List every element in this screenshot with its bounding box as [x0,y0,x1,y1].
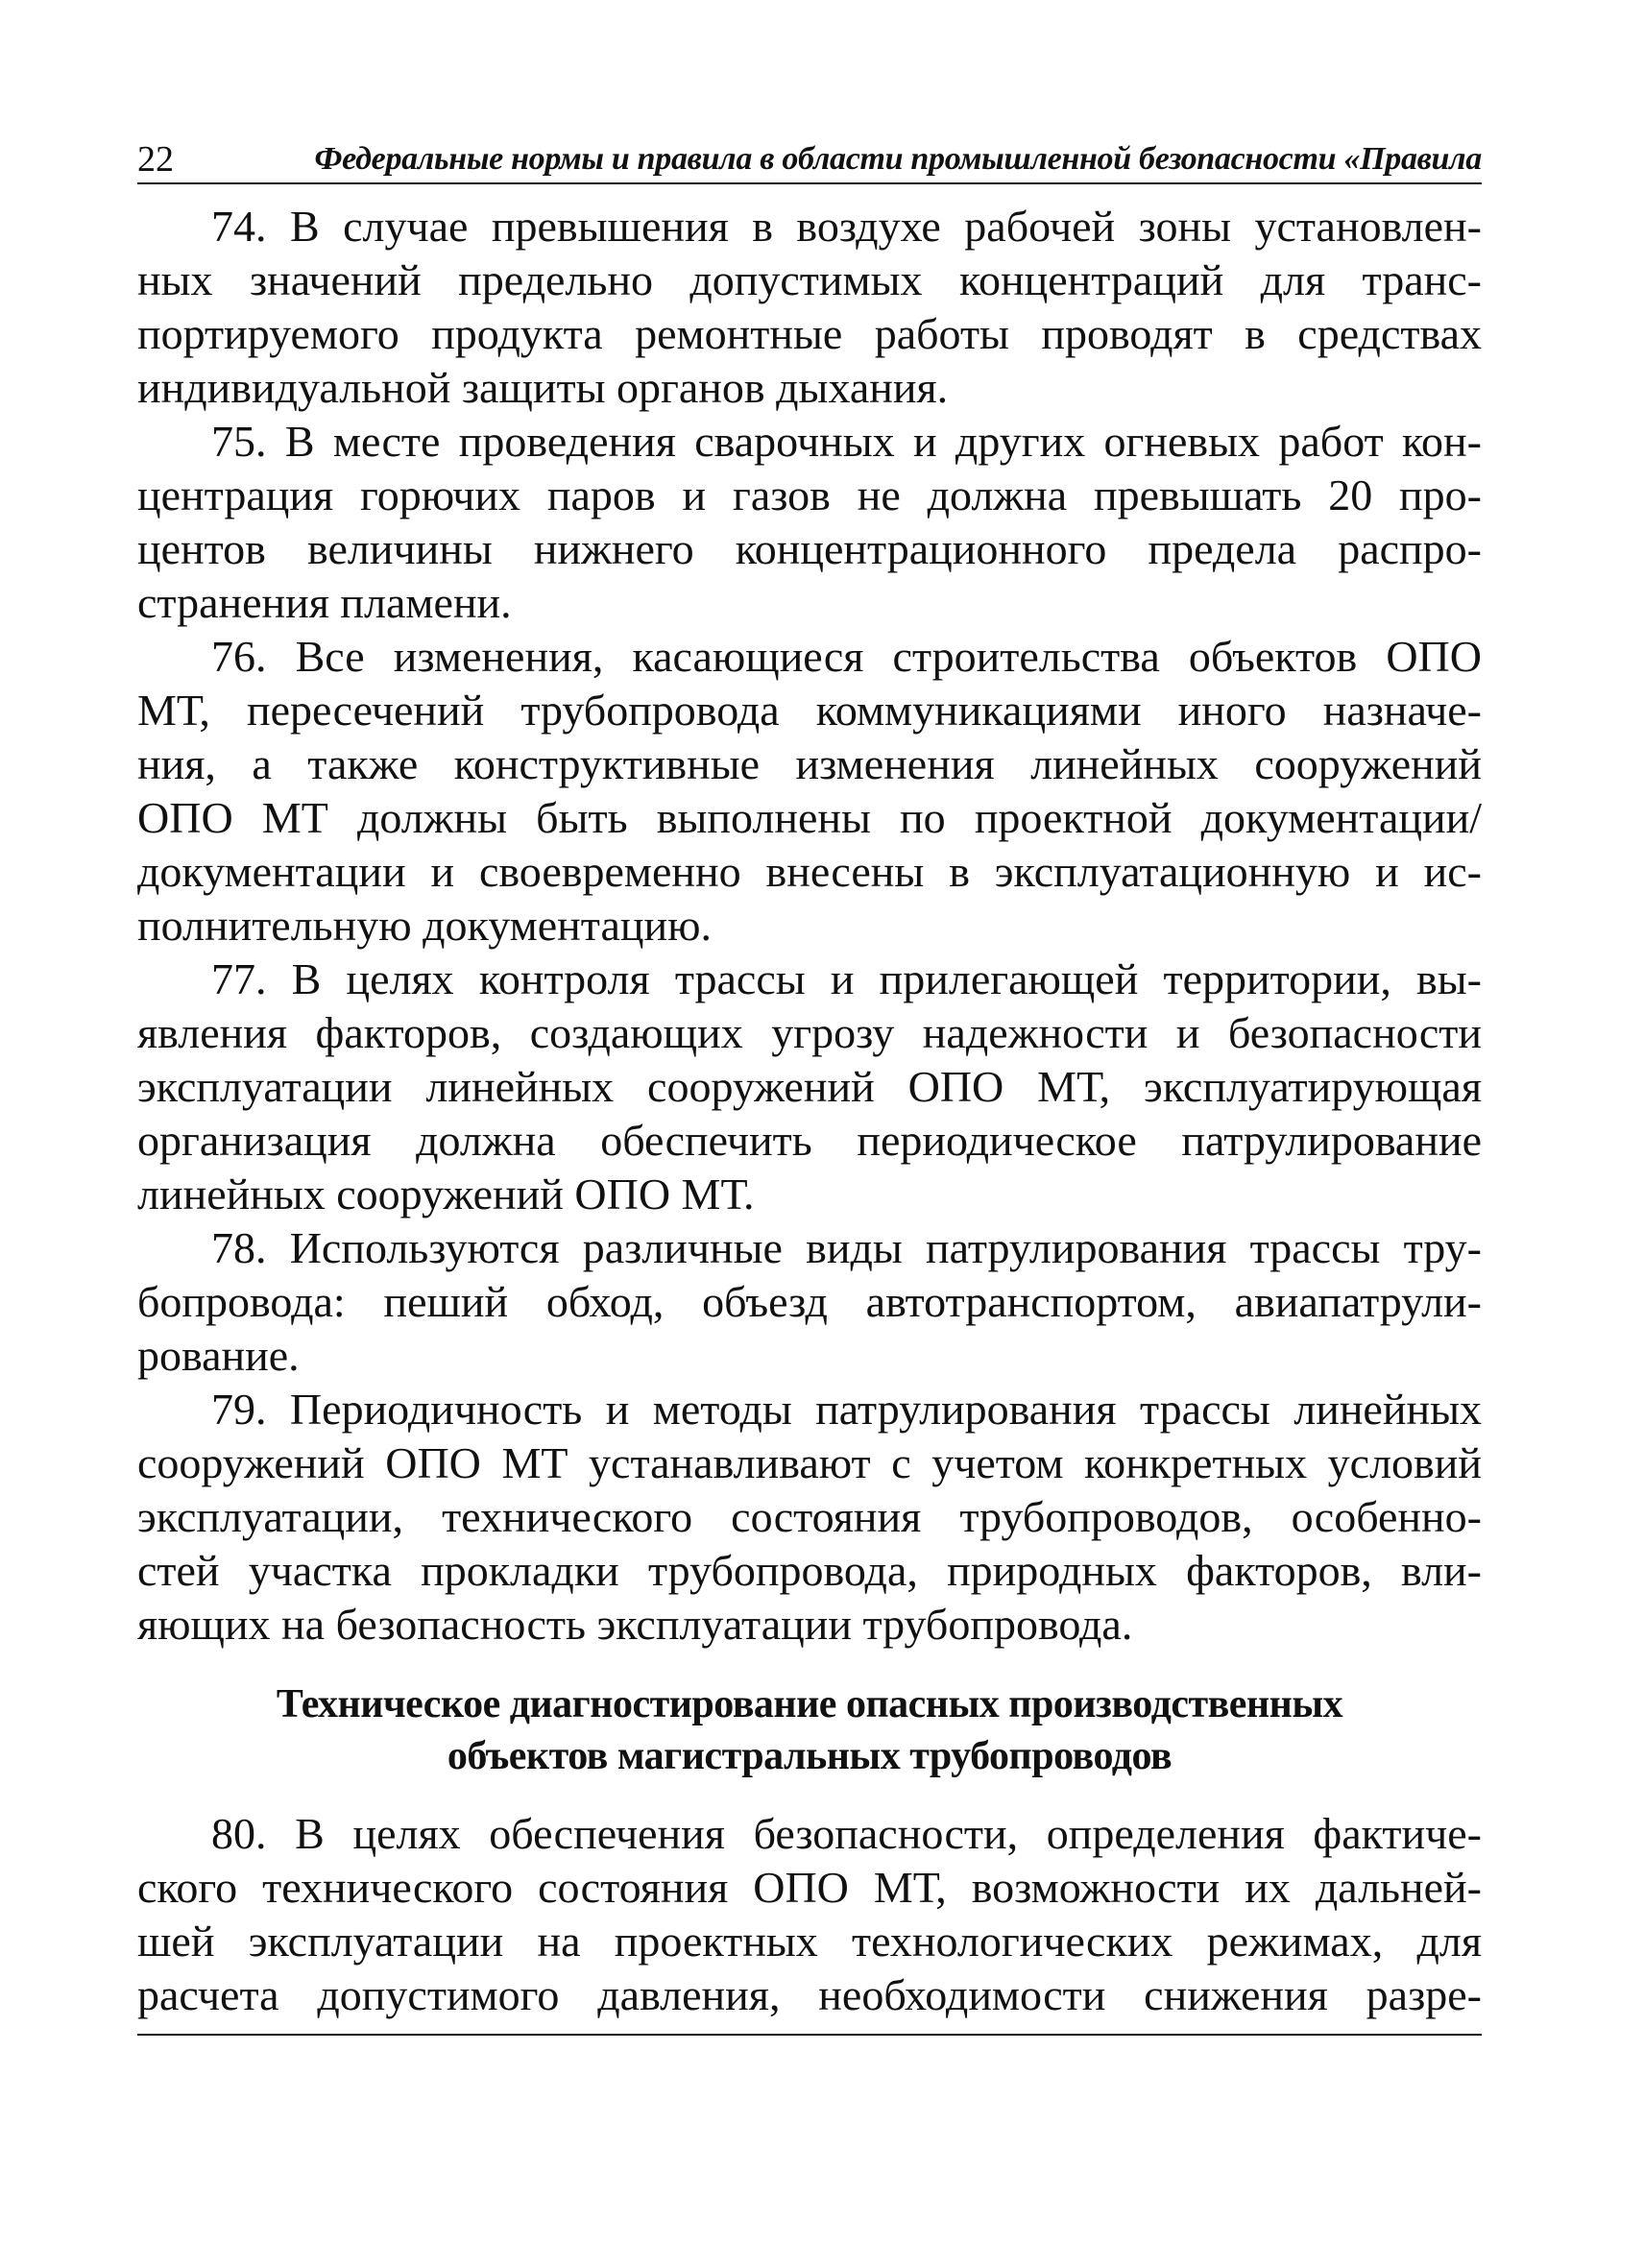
paragraph-79 [137,1383,1482,1652]
running-title: Федеральные нормы и правила в области промышленной безопасности «Правила [314,141,1482,177]
text-line: ского технического состояния ОПО МТ, возможности их дальней- [137,1863,1482,1912]
text-line: стей участка прокладки трубопровода, природных факторов, вли- [137,1546,1482,1595]
text-line: 77. В целях контроля трассы и прилегающей территории, вы- [211,954,1482,1003]
text-line: 79. Периодичность и методы патрулирования трассы линейных [211,1385,1482,1434]
paragraph-75 [137,415,1482,630]
paragraph-80 [137,1807,1482,2022]
text-line: центов величины нижнего концентрационного предела распро- [137,524,1482,573]
text-line: бопровода: пеший обход, объезд автотранспортом, авиапатрули- [137,1277,1482,1326]
paragraph-78 [137,1221,1482,1383]
text-line: эксплуатации линейных сооружений ОПО МТ, эксплуатирующая [137,1062,1482,1111]
text-line: явления факторов, создающих угрозу надежности и безопасности [137,1008,1482,1057]
paragraph-74 [137,200,1482,415]
text-line: полнительную документацию. [137,901,712,950]
text-line: 76. Все изменения, касающиеся строительства объектов ОПО [211,632,1482,681]
text-line: шей эксплуатации на проектных технологических режимах, для [137,1917,1482,1966]
text-line: рование. [137,1331,300,1380]
text-line: МТ, пересечений трубопровода коммуникациями иного назначе- [137,686,1482,735]
text-line: ОПО МТ должны быть выполнены по проектной документации/ [137,793,1482,842]
text-line: 75. В месте проведения сварочных и других огневых работ кон- [211,417,1482,466]
footer-rule [137,2034,1482,2036]
running-header [137,134,1482,184]
text-line: сооружений ОПО МТ устанавливают с учетом конкретных условий [137,1438,1482,1487]
paragraph-76 [137,630,1482,953]
text-line: документации и своевременно внесены в эксплуатационную и ис- [137,847,1482,896]
document-page [137,134,1482,2036]
text-line: организация должна обеспечить периодическое патрулирование [137,1116,1482,1165]
body-text [137,200,1482,2022]
paragraph-77 [137,953,1482,1221]
text-line: расчета допустимого давления, необходимости снижения разре- [137,1970,1482,2019]
section-heading [137,1678,1482,1782]
page-number: 22 [137,139,174,180]
text-line: 80. В целях обеспечения безопасности, определения фактиче- [211,1809,1482,1858]
text-line: ния, а также конструктивные изменения линейных сооружений [137,739,1482,788]
text-line: яющих на безопасность эксплуатации трубопровода. [137,1600,1133,1649]
section-heading-line: Техническое диагностирование опасных производственных [276,1682,1343,1726]
text-line: странения пламени. [137,578,512,627]
text-line: центрация горючих паров и газов не должна превышать 20 про- [137,470,1482,519]
text-line: портируемого продукта ремонтные работы проводят в средствах [137,309,1482,358]
text-line: индивидуальной защиты органов дыхания. [137,363,949,412]
text-line: 74. В случае превышения в воздухе рабочей зоны установлен- [211,202,1482,251]
text-line: линейных сооружений ОПО МТ. [137,1170,755,1218]
text-line: эксплуатации, технического состояния трубопроводов, особенно- [137,1492,1482,1541]
text-line: ных значений предельно допустимых концентраций для транс- [137,255,1482,304]
section-heading-line: объектов магистральных трубопроводов [447,1734,1173,1778]
text-line: 78. Используются различные виды патрулирования трассы тру- [211,1223,1482,1272]
